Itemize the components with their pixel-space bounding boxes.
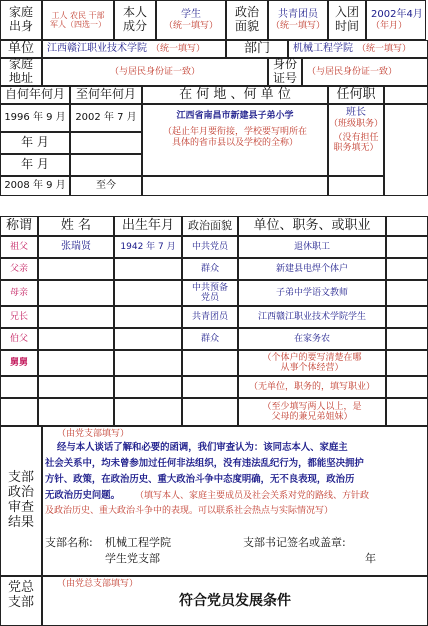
dept-note: （统一填写） <box>357 43 412 54</box>
resume-row-4-from[interactable]: 2008 年 9 月 <box>0 176 70 196</box>
family-row-7-relation[interactable] <box>0 376 38 398</box>
resume-row-1-role-note: （班级职务） <box>329 118 384 129</box>
resume-row-1-role: 班长 <box>346 107 366 118</box>
personal-status-note: （统一填写） <box>163 20 218 31</box>
resume-row-2-role-note: （没有担任职务填无） <box>333 132 379 154</box>
personal-status-text: 学生 <box>181 9 201 21</box>
general-branch-content[interactable] <box>42 576 428 626</box>
family-origin-note-1: 工人 农民 干部 <box>51 10 105 20</box>
family-row-1-political[interactable]: 中共党员 <box>182 236 238 258</box>
unit-label: 单位 <box>0 40 42 58</box>
branch-name-label: 支部名称: <box>45 536 93 549</box>
personal-status-label: 本人成分 <box>114 0 156 40</box>
resume-row-1-from[interactable]: 1996 年 9 月 <box>0 104 70 132</box>
family-row-5-name[interactable] <box>38 328 114 350</box>
branch-review-label <box>0 426 42 576</box>
resume-header-from: 自何年何月 <box>0 86 70 104</box>
resume-row-2-place-note: （起止年月要衔接，学校要写明所在具体的省市县以及学校的全称） <box>162 127 307 148</box>
league-date-value[interactable] <box>366 0 426 40</box>
branch-review-red-note-2: 及政治历史、重大政治斗争中的表现。可以联系社会热点与实际情况写） <box>45 506 334 516</box>
family-row-3-birth[interactable] <box>114 280 182 306</box>
family-row-2-birth[interactable] <box>114 258 182 280</box>
league-date-text: 2002年4月 <box>371 9 423 21</box>
family-row-7-extra <box>386 376 428 398</box>
family-row-8-name[interactable] <box>38 398 114 426</box>
political-label: 政治面貌 <box>226 0 268 40</box>
family-row-1-relation[interactable]: 祖父 <box>0 236 38 258</box>
family-row-3-relation[interactable]: 母亲 <box>0 280 38 306</box>
resume-role-cell[interactable] <box>328 104 384 176</box>
branch-name-value-2: 学生党支部 <box>105 552 160 565</box>
family-row-7-job[interactable]: （无单位，职务的，填写职业） <box>238 376 386 398</box>
general-branch-label-1: 党总 <box>7 580 34 595</box>
resume-row-2-from[interactable]: 年 月 <box>0 132 70 154</box>
branch-review-label-4: 结果 <box>7 514 34 530</box>
resume-header-role: 任何职 <box>328 86 384 104</box>
general-branch-label <box>0 576 42 626</box>
family-row-4-birth[interactable] <box>114 306 182 328</box>
family-header-extra <box>386 216 428 236</box>
family-row-5-job[interactable]: 在家务农 <box>238 328 386 350</box>
general-branch-label-2: 支部 <box>7 594 34 610</box>
branch-review-note: （由党支部填写） <box>57 429 130 439</box>
resume-header-place: 在 何 地 、何 单 位 <box>142 86 328 104</box>
family-row-1-birth[interactable]: 1942 年 7 月 <box>114 236 182 258</box>
resume-row-4-to[interactable]: 至今 <box>70 176 142 196</box>
branch-review-label-2: 政治 <box>7 485 34 501</box>
general-branch-title: 符合党员发展条件 <box>179 593 291 609</box>
unit-note: （统一填写） <box>151 43 206 54</box>
branch-review-line-4: 无政治历史问题。 <box>45 490 121 501</box>
family-row-6-name[interactable] <box>38 350 114 376</box>
unit-text: 江西赣江职业技术学院 <box>47 43 147 55</box>
family-row-4-name[interactable] <box>38 306 114 328</box>
family-header-political: 政治面貌 <box>182 216 238 236</box>
resume-header-extra <box>384 86 428 104</box>
family-row-6-relation[interactable]: 舅舅 <box>0 350 38 376</box>
id-value[interactable] <box>302 58 428 86</box>
league-date-label: 入团时间 <box>328 0 366 40</box>
family-row-3-political[interactable]: 中共预备党员 <box>182 280 238 306</box>
id-label: 身份证号 <box>268 58 302 86</box>
resume-extra-cell <box>384 104 428 196</box>
political-value[interactable] <box>268 0 328 40</box>
address-note: （与居民身份证一致） <box>109 66 200 77</box>
family-header-birth: 出生年月 <box>114 216 182 236</box>
family-row-6-job[interactable]: （个体户的要写清楚在哪从事个体经营） <box>238 350 386 376</box>
resume-place-cell[interactable] <box>142 104 328 176</box>
family-row-1-job[interactable]: 退休职工 <box>238 236 386 258</box>
family-row-8-relation[interactable] <box>0 398 38 426</box>
family-row-7-name[interactable] <box>38 376 114 398</box>
branch-review-label-1: 支部 <box>7 470 34 486</box>
family-row-5-extra <box>386 328 428 350</box>
family-row-3-name[interactable] <box>38 280 114 306</box>
resume-row-4-role[interactable] <box>328 176 384 196</box>
branch-review-label-3: 审查 <box>7 500 34 515</box>
address-label: 家庭地址 <box>0 58 42 86</box>
resume-row-1-to[interactable]: 2002 年 7 月 <box>70 104 142 132</box>
family-row-3-extra <box>386 280 428 306</box>
family-row-2-name[interactable] <box>38 258 114 280</box>
family-row-2-relation[interactable]: 父亲 <box>0 258 38 280</box>
section-gap <box>0 196 400 216</box>
political-text: 共青团员 <box>278 9 318 21</box>
family-row-4-job[interactable]: 江西赣江职业技术学院学生 <box>238 306 386 328</box>
family-row-4-extra <box>386 306 428 328</box>
family-row-1-name[interactable]: 张瑞贤 <box>38 236 114 258</box>
family-header-job: 单位、职务、或职业 <box>238 216 386 236</box>
secretary-sign-label[interactable]: 支部书记签名或盖章: <box>243 536 346 549</box>
family-row-5-birth[interactable] <box>114 328 182 350</box>
family-row-6-birth[interactable] <box>114 350 182 376</box>
resume-header-to: 至何年何月 <box>70 86 142 104</box>
family-row-6-extra <box>386 350 428 376</box>
branch-review-line-3: 方针、政策，在政治历史、重大政治斗争中态度明确，无不良表现，政治历 <box>45 474 355 485</box>
family-row-2-job[interactable]: 新建县电焊个体户 <box>238 258 386 280</box>
personal-status-value[interactable] <box>156 0 226 40</box>
family-row-8-political[interactable] <box>182 398 238 426</box>
family-row-8-extra <box>386 398 428 426</box>
branch-review-line-2: 社会关系中，均未曾参加过任何非法组织，没有违法乱纪行为，都能坚决拥护 <box>45 458 364 469</box>
family-row-8-job[interactable]: （至少填写两人以上，是父母的兼兄弟姐妹） <box>238 398 386 426</box>
resume-row-1-place: 江西省南昌市新建县子弟小学 <box>176 111 294 121</box>
address-value[interactable] <box>42 58 268 86</box>
branch-review-content[interactable] <box>42 426 428 576</box>
unit-value[interactable] <box>42 40 226 58</box>
family-row-2-extra <box>386 258 428 280</box>
branch-review-line-1: 经与本人谈话了解和必要的函调，我们审查认为：该同志本人、家庭主 <box>57 442 348 453</box>
id-note: （与居民身份证一致） <box>307 66 398 77</box>
family-origin-value[interactable] <box>42 0 114 40</box>
family-header-name: 姓 名 <box>38 216 114 236</box>
branch-review-red-note-1: （填写本人、家庭主要成员及社会关系对党的路线、方针政 <box>135 491 370 501</box>
dept-value[interactable] <box>288 40 428 58</box>
family-origin-note-2: 军人（四选一） <box>50 20 106 29</box>
family-row-6-political[interactable] <box>182 350 238 376</box>
resume-row-2-to[interactable] <box>70 132 142 154</box>
resume-row-4-place[interactable] <box>142 176 328 196</box>
family-row-2-political[interactable]: 群众 <box>182 258 238 280</box>
family-row-4-political[interactable]: 共青团员 <box>182 306 238 328</box>
family-origin-label: 家庭出身 <box>0 0 42 40</box>
year-label: 年 <box>365 552 376 565</box>
branch-name-value: 机械工程学院 <box>105 536 171 549</box>
family-row-4-relation[interactable]: 兄长 <box>0 306 38 328</box>
family-row-1-extra <box>386 236 428 258</box>
family-row-3-job[interactable]: 子弟中学语文教师 <box>238 280 386 306</box>
dept-text: 机械工程学院 <box>293 43 353 55</box>
family-row-7-political[interactable] <box>182 376 238 398</box>
family-row-7-birth[interactable] <box>114 376 182 398</box>
resume-row-3-to[interactable] <box>70 154 142 176</box>
family-row-8-birth[interactable] <box>114 398 182 426</box>
family-row-5-political[interactable]: 群众 <box>182 328 238 350</box>
dept-label: 部门 <box>226 40 288 58</box>
resume-row-3-from[interactable]: 年 月 <box>0 154 70 176</box>
family-row-5-relation[interactable]: 伯父 <box>0 328 38 350</box>
general-branch-note: （由党总支部填写） <box>57 579 139 589</box>
political-note: （统一填写） <box>270 20 325 31</box>
league-date-note: （年月） <box>371 20 408 31</box>
family-header-relation: 称谓 <box>0 216 38 236</box>
